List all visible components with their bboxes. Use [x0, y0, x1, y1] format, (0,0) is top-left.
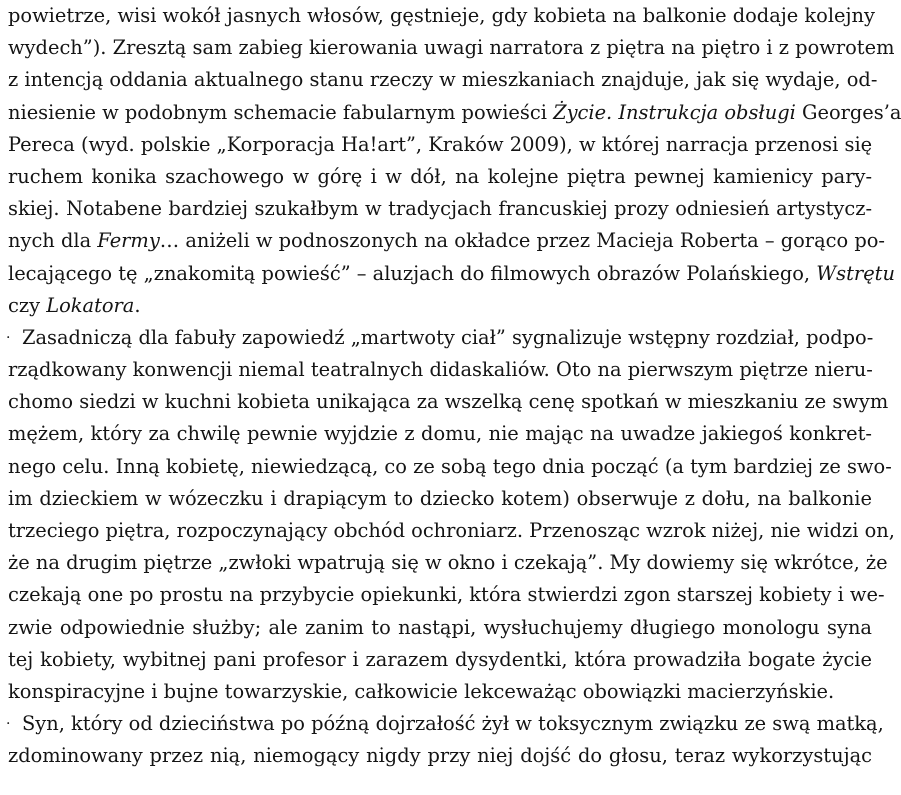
text-line: że na drugim piętrze „zwłoki wpatrują się w okno i czekają”. My dowiemy się wkrótce, że — [8, 551, 888, 575]
text-line: trzeciego piętra, rozpoczynający obchód ochroniarz. Przenosząc wzrok niżej, nie widzi on, — [8, 519, 895, 542]
paragraph-continued — [8, 0, 901, 322]
line-text: Zasadniczą dla fabuły zapowiedź „martwoty ciał” sygnalizuje wstępny rozdział, podpo- — [22, 325, 874, 349]
text-line: zdominowany przez nią, niemogący nigdy przy niej dojść do głosu, teraz wykorzystując — [8, 744, 872, 768]
text-line: rządkowany konwencji niemal teatralnych didaskaliów. Oto na pierwszym piętrze nieru- — [8, 358, 873, 382]
line-text: Syn, który od dzieciństwa po późną dojrzałość żył w toksycznym związku ze swą matką, — [22, 712, 884, 736]
document-page — [6, 0, 901, 773]
text-line: czy Lokatora. — [8, 293, 141, 317]
text-line: lecającego tę „znakomitą powieść” – aluzjach do filmowych obrazów Polańskiego, Wstrętu — [8, 261, 895, 285]
italic-title: Lokatora — [46, 293, 135, 317]
text-line: niesienie w podobnym schemacie fabularnym powieści Życie. Instrukcja obsługi Georges’a — [8, 100, 901, 124]
italic-title: Fermy — [97, 229, 160, 253]
text-line — [6, 708, 884, 740]
text-line: im dzieckiem w wózeczku i drapiącym to dziecko kotem) obserwuje z dołu, na balkonie — [8, 486, 872, 510]
text-line: nego celu. Inną kobietę, niewiedzącą, co ze sobą tego dnia począć (a tym bardziej ze swo- — [8, 454, 892, 478]
text-line: wydech”). Zresztą sam zabieg kierowania uwagi narratora z piętra na piętro i z powrotem — [8, 36, 895, 60]
text-line: czekają one po prostu na przybycie opiekunki, która stwierdzi zgon starszej kobiety i we- — [8, 583, 885, 607]
text-line: nych dla Fermy… aniżeli w podnoszonych na okładce przez Macieja Roberta – gorąco po- — [8, 229, 885, 253]
text-line — [8, 322, 872, 354]
text-line: chomo siedzi w kuchni kobieta unikająca za wszelką cenę spotkań w mieszkaniu ze swym — [8, 390, 889, 414]
bullet-marker: · — [6, 329, 11, 346]
text-line: ruchem konika szachowego w górę i w dół, na kolejne piętra pewnej kamienicy pary- — [8, 164, 872, 188]
text-line: skiej. Notabene bardziej szukałbym w tradycjach francuskiej prozy odniesień artystycz- — [8, 197, 872, 221]
text-line: Pereca (wyd. polskie „Korporacja Ha!art”, Kraków 2009), w której narracja przenosi się — [8, 132, 873, 156]
italic-title: Życie. Instrukcja obsługi — [553, 100, 796, 124]
paragraph-bulleted — [6, 322, 895, 708]
text-line: mężem, który za chwilę pewnie wyjdzie z domu, nie mając na uwadze jakiegoś konkret- — [8, 422, 872, 446]
text-line: konspiracyjne i bujne towarzyskie, całkowicie lekceważąc obowiązki macierzyńskie. — [8, 679, 835, 703]
text-line: powietrze, wisi wokół jasnych włosów, gęstnieje, gdy kobieta na balkonie dodaje kolejny — [8, 4, 875, 27]
bullet-marker: · — [6, 716, 11, 733]
paragraph-bulleted — [6, 708, 884, 772]
text-line: zwie odpowiednie służby; ale zanim to nastąpi, wysłuchujemy długiego monologu syna — [8, 615, 872, 639]
text-line: tej kobiety, wybitnej pani profesor i zarazem dysydentki, która prowadziła bogate życie — [8, 647, 872, 671]
italic-title: Wstrętu — [816, 261, 895, 285]
text-line: z intencją oddania aktualnego stanu rzeczy w mieszkaniach znajduje, jak się wydaje, od- — [8, 68, 878, 92]
